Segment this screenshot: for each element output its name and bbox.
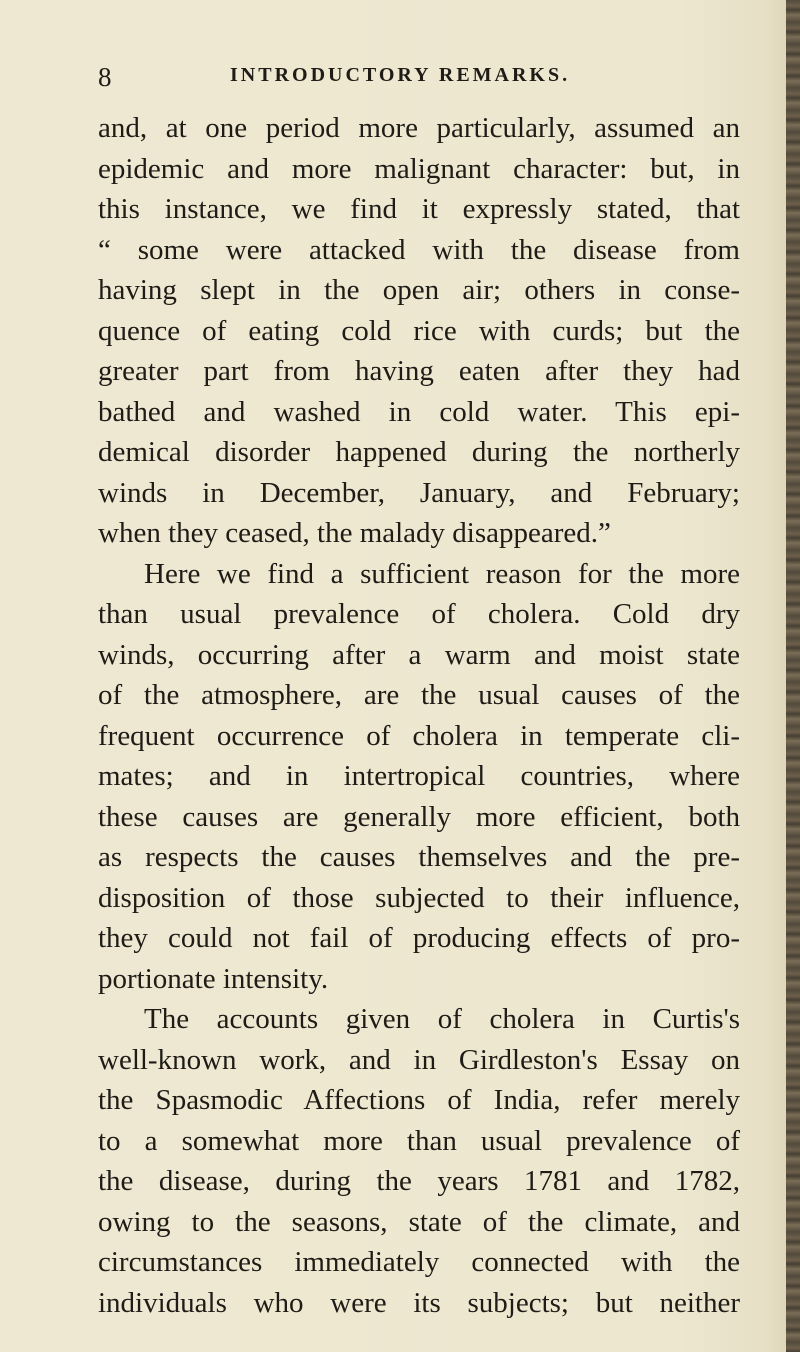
- text-line: epidemic and more malignant character: but, in: [98, 152, 740, 185]
- text-line: the Spasmodic Affections of India, refer merely: [98, 1084, 740, 1116]
- text-line: than usual prevalence of cholera. Cold dry: [98, 598, 740, 630]
- text-line: mates; and in intertropical countries, where: [98, 760, 740, 792]
- text-line: greater part from having eaten after they had: [98, 355, 740, 387]
- text-line: winds in December, January, and February;: [98, 476, 740, 509]
- page-edge: [786, 0, 800, 1352]
- text-line: portionate intensity.: [98, 962, 329, 995]
- text-line: individuals who were its subjects; but neither: [98, 1286, 740, 1319]
- text-line: of the atmosphere, are the usual causes of the: [98, 679, 740, 711]
- text-line: this instance, we find it expressly stated, that: [98, 193, 740, 225]
- running-head: [98, 62, 758, 98]
- text-line: Here we find a sufficient reason for the more: [144, 557, 740, 590]
- page-number: 8: [98, 62, 113, 92]
- text-line: quence of eating cold rice with curds; but the: [98, 314, 740, 347]
- text-line: as respects the causes themselves and the pre-: [98, 841, 740, 873]
- text-line: “ some were attacked with the disease from: [98, 233, 740, 266]
- text-line: these causes are generally more efficient, both: [98, 800, 740, 833]
- text-line: disposition of those subjected to their influence,: [98, 881, 740, 914]
- text-line: winds, occurring after a warm and moist state: [98, 638, 740, 671]
- text-line: having slept in the open air; others in conse-: [98, 274, 740, 306]
- body-text: [98, 108, 740, 1323]
- text-line: well-known work, and in Girdleston's Essay on: [98, 1043, 740, 1076]
- text-line: bathed and washed in cold water. This epi-: [98, 395, 740, 428]
- text-line: the disease, during the years 1781 and 1782,: [98, 1165, 740, 1197]
- text-line: to a somewhat more than usual prevalence of: [98, 1124, 740, 1157]
- text-line: circumstances immediately connected with the: [98, 1246, 740, 1278]
- text-line: frequent occurrence of cholera in temperate cli-: [98, 719, 740, 752]
- text-line: owing to the seasons, state of the climate, and: [98, 1205, 740, 1238]
- text-line: and, at one period more particularly, assumed an: [98, 112, 740, 144]
- text-line: The accounts given of cholera in Curtis's: [144, 1003, 740, 1035]
- text-line: demical disorder happened during the northerly: [98, 436, 740, 468]
- text-line: they could not fail of producing effects of pro-: [98, 922, 740, 954]
- running-head-title: INTRODUCTORY REMARKS.: [230, 64, 571, 86]
- text-line: when they ceased, the malady disappeared.”: [98, 517, 611, 549]
